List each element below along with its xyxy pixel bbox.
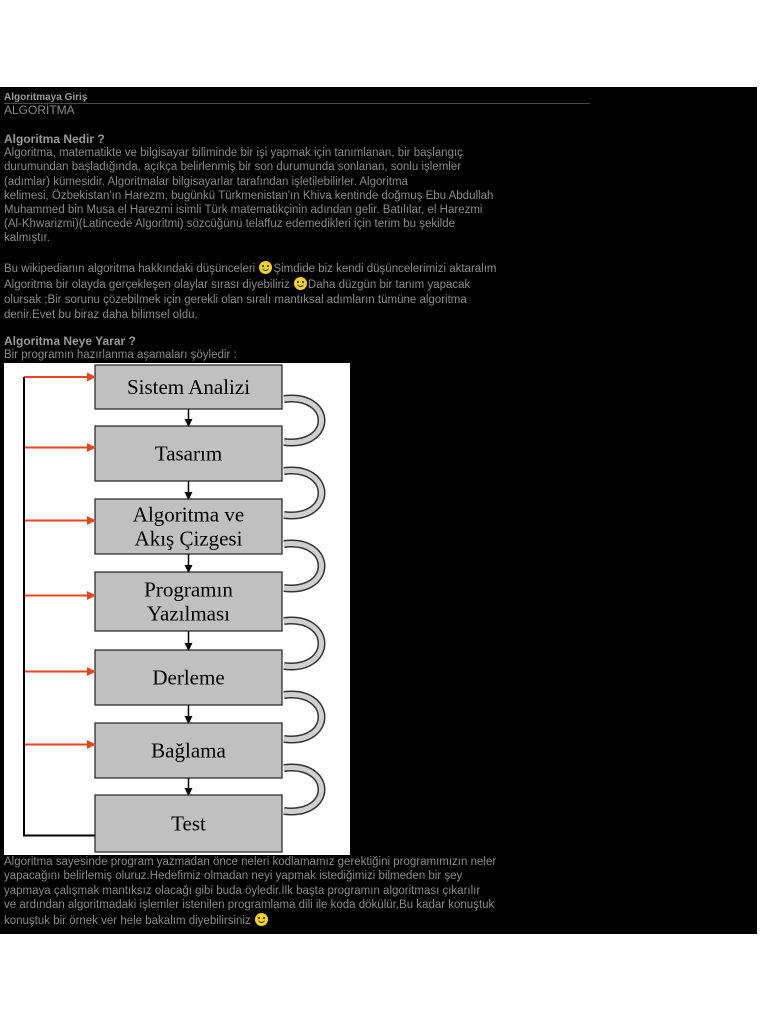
article-subtitle: ALGORİTMA (4, 103, 75, 117)
stage-label: Derleme (152, 665, 225, 690)
section-heading: Algoritma Neye Yarar ? (4, 334, 136, 348)
section-closing (4, 855, 564, 928)
return-line (24, 377, 95, 836)
text-span: konuştuk bir örnek ver hele bakalım diyebilirsiniz (4, 914, 251, 927)
loop-arrow-fill (284, 399, 322, 443)
paragraph-line: Algoritma sayesinde program yazmadan önce neleri kodlamamız gerektiğini programımızın neler (4, 856, 497, 868)
section-own-definition (4, 261, 564, 323)
loop-arrow-fill (284, 695, 322, 740)
stage-label: Yazılması (146, 601, 231, 626)
loop-arrow-fill (284, 621, 322, 667)
paragraph-line: Bir programın hazırlanma aşamaları şöyledir : (4, 349, 237, 362)
paragraph-line: kelimesi, Özbekistan'ın Harezm, bugünkü Türkmenistan'ın Khiva kentinde doğmuş Ebu Abdullah (4, 189, 494, 202)
smiley-icon (294, 277, 307, 290)
loop-arrow-fill (284, 768, 322, 812)
paragraph-line: yapmaya çalışmak mantıksız olacağı gibi buda öyledir.İlk başta programın algoritması çıkarılır (4, 884, 481, 897)
text-span: Algoritma bir olayda gerçekleşen olaylar sırası diyebiliriz (4, 279, 290, 291)
paragraph-line: ve ardından algoritmadaki işlemler istenilen programlama dili ile koda dökülür.Bu kadar konuştuk (4, 899, 495, 912)
smiley-icon (255, 913, 268, 926)
stage-label: Sistem Analizi (126, 375, 251, 399)
article-title: Algoritmaya Giriş (4, 92, 88, 103)
article-panel (0, 87, 757, 934)
paragraph-line: (adımlar) kümesidir. Algoritmalar bilgisayarlar tarafından işletilebilirler. Algoritma (4, 175, 408, 188)
text-span: Bu wikipedianın algoritma hakkındaki düşünceleri (4, 263, 256, 275)
paragraph-line: (Al-Khwarizmi)(Latincede Algoritmi) sözcüğünü telaffuz edemedikleri için terim bu şekilde (4, 218, 456, 231)
paragraph-line: durumundan başladığında, açıkça belirlenmiş bir son durumunda sonlanan, sonlu işlemler (4, 161, 462, 174)
stage-label: Tasarım (154, 441, 223, 466)
paragraph-line: kalmıştır. (4, 232, 51, 245)
loop-arrow-fill (284, 471, 322, 516)
text-span: Daha düzgün bir tanım yapacak (307, 279, 471, 291)
paragraph-line: Algoritma, matematikte ve bilgisayar biliminde bir işi yapmak için tanımlanan, bir başlangıç (4, 147, 463, 160)
stage-label: Test (171, 811, 206, 836)
paragraph-line: denir.Evet bu biraz daha bilimsel oldu. (4, 309, 198, 321)
text-span: Şimdide biz kendi düşüncelerimizi aktaralım (273, 263, 497, 275)
stage-label: Bağlama (151, 738, 226, 763)
paragraph-line (4, 277, 564, 293)
development-stages-diagram (4, 363, 350, 855)
paragraph-line: yapacağını belirlemiş oluruz.Hedefimiz olmadan neyi yapmak istediğimizi bilmeden bir şey (4, 870, 463, 883)
diagram-canvas (4, 363, 350, 855)
stage-label: Programın (144, 577, 233, 602)
paragraph-line (4, 261, 564, 277)
smiley-icon (259, 261, 272, 274)
stage-label: Algoritma ve (132, 502, 245, 527)
paragraph-line (4, 913, 564, 928)
stage-label: Akış Çizgesi (134, 526, 243, 551)
section-what-is-algorithm (4, 132, 564, 246)
section-heading: Algoritma Nedir ? (4, 132, 105, 146)
section-purpose (4, 334, 564, 362)
paragraph-line: Muhammed bin Musa el Harezmi isimli Türk matematikçinin adından gelir. Batılılar, el Harezmi (4, 204, 483, 217)
title-divider (4, 103, 590, 104)
loop-arrow-fill (284, 544, 322, 589)
paragraph-line: olursak ;Bir sorunu çözebilmek için gerekli olan sıralı mantıksal adımların tümüne algoritma (4, 294, 467, 306)
